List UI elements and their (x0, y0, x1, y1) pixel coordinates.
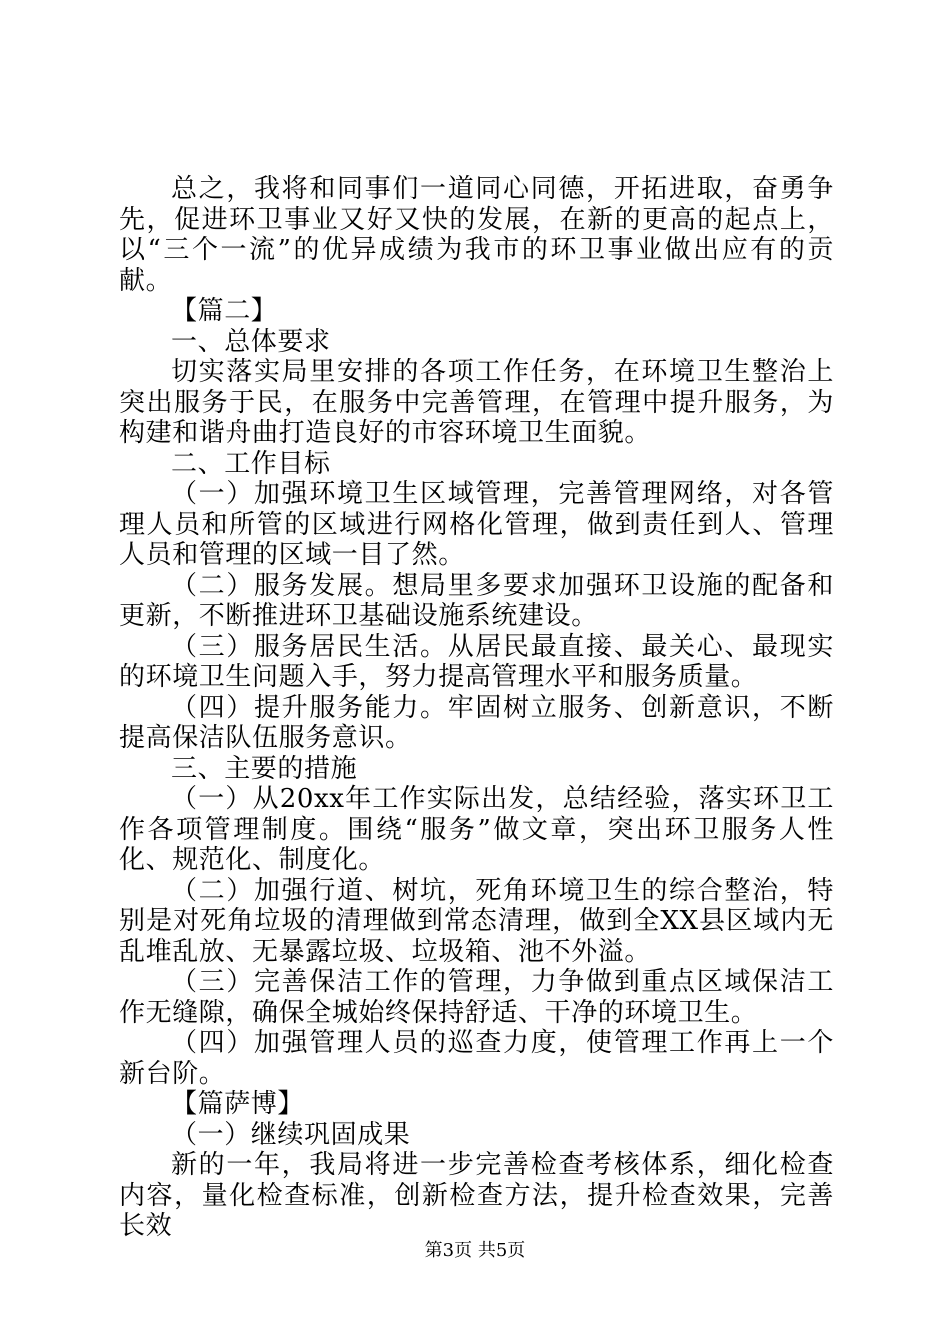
body-paragraph: （二）加强行道、树坑，死角环境卫生的综合整治，特别是对死角垃圾的清理做到常态清理，做到全XX县区域内无乱堆乱放、无暴露垃圾、垃圾箱、池不外溢。 (119, 875, 834, 967)
section-heading: 【篇二】 (171, 296, 278, 326)
body-paragraph: （一）加强环境卫生区域管理，完善管理网络，对各管理人员和所管的区域进行网格化管理，做到责任到人、管理人员和管理的区域一目了然。 (119, 479, 834, 570)
body-paragraph: （一）从20xx年工作实际出发，总结经验，落实环卫工作各项管理制度。围绕“服务”做文章，突出环卫服务人性化、规范化、制度化。 (119, 784, 834, 875)
section-heading: 一、总体要求 (171, 326, 331, 357)
body-paragraph: 总之，我将和同事们一道同心同德，开拓进取，奋勇争先，促进环卫事业又好又快的发展，在新的更高的起点上，以“三个一流”的优异成绩为我市的环卫事业做出应有的贡献。 (119, 174, 834, 296)
body-paragraph: （三）服务居民生活。从居民最直接、最关心、最现实的环境卫生问题入手，努力提高管理水平和服务质量。 (119, 631, 834, 692)
document-body (119, 174, 834, 1242)
section-heading: 三、主要的措施 (171, 753, 358, 784)
body-paragraph: 新的一年，我局将进一步完善检查考核体系，细化检查内容，量化检查标准，创新检查方法，提升检查效果，完善长效 (119, 1150, 834, 1241)
body-paragraph: 切实落实局里安排的各项工作任务，在环境卫生整治上突出服务于民，在服务中完善管理，在管理中提升服务，为构建和谐舟曲打造良好的市容环境卫生面貌。 (119, 357, 834, 448)
section-heading: 【篇萨博】 (171, 1089, 305, 1119)
section-heading: （一）继续巩固成果 (171, 1119, 411, 1150)
page-footer: 第3页 共5页 (424, 1240, 526, 1261)
section-heading: 二、工作目标 (171, 448, 331, 479)
body-paragraph: （三）完善保洁工作的管理，力争做到重点区域保洁工作无缝隙，确保全城始终保持舒适、干净的环境卫生。 (119, 967, 834, 1028)
body-paragraph: （二）服务发展。想局里多要求加强环卫设施的配备和更新，不断推进环卫基础设施系统建设。 (119, 570, 834, 631)
body-paragraph: （四）加强管理人员的巡查力度，使管理工作再上一个新台阶。 (119, 1028, 834, 1089)
body-paragraph: （四）提升服务能力。牢固树立服务、创新意识，不断提高保洁队伍服务意识。 (119, 692, 834, 753)
